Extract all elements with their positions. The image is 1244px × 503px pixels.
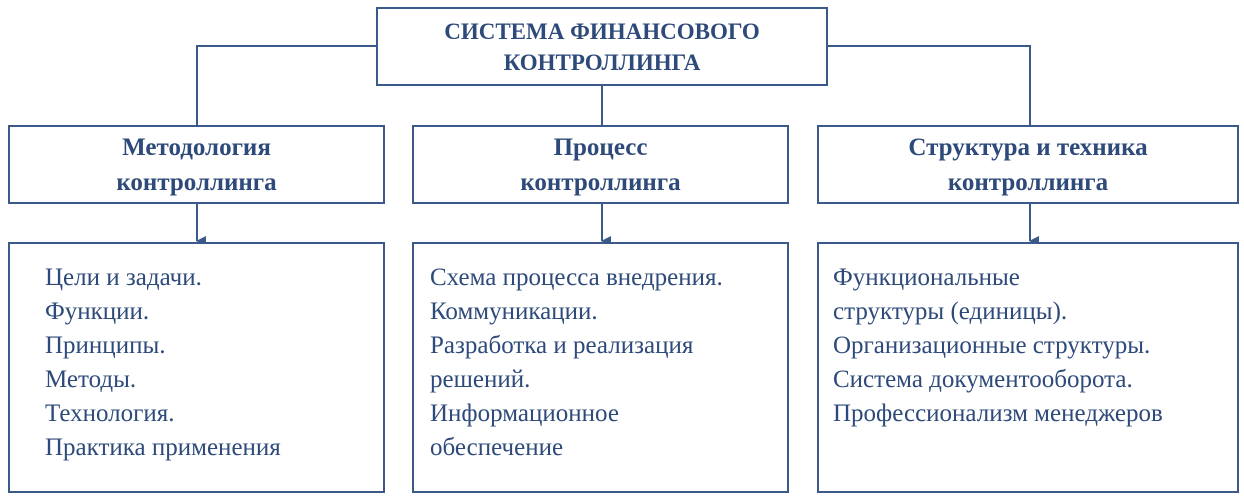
header-line: Структура и техника — [908, 133, 1148, 161]
list-item: Система документооборота. — [833, 366, 1133, 393]
list-item: структуры (единицы). — [833, 298, 1068, 325]
list-item: Функции. — [45, 298, 150, 325]
list-item: Практика применения — [45, 434, 281, 461]
methodology-header-box — [8, 125, 385, 204]
header-line: контроллинга — [947, 168, 1109, 196]
list-item: Разработка и реализация — [430, 332, 694, 359]
process-header-box — [412, 125, 789, 204]
list-item: Коммуникации. — [430, 298, 598, 325]
connector-top-right — [828, 46, 1030, 125]
list-item: Организационные структуры. — [833, 332, 1151, 359]
methodology-content-box — [8, 242, 385, 493]
connector-top-left — [197, 46, 376, 125]
list-item: Профессионализм менеджеров — [833, 400, 1163, 427]
list-item: Информационное — [430, 400, 619, 427]
header-line: Процесс — [553, 133, 648, 161]
list-item: Методы. — [45, 366, 137, 393]
header-line: контроллинга — [116, 168, 277, 196]
list-item: Схема процесса внедрения. — [430, 264, 723, 291]
structure-content-box — [817, 242, 1239, 493]
header-line: Методология — [122, 133, 271, 161]
system-title-box — [376, 7, 828, 86]
list-item: обеспечение — [430, 434, 564, 461]
list-item: решений. — [430, 366, 531, 393]
process-content-box — [412, 242, 789, 493]
list-item: Функциональные — [833, 264, 1020, 291]
system-title-line2: КОНТРОЛЛИНГА — [503, 49, 701, 75]
header-line: контроллинга — [520, 168, 681, 196]
list-item: Принципы. — [45, 332, 166, 359]
list-item: Цели и задачи. — [45, 264, 202, 291]
list-item: Технология. — [45, 400, 175, 427]
structure-header-box — [817, 125, 1239, 204]
system-title-line1: СИСТЕМА ФИНАНСОВОГО — [444, 18, 760, 44]
